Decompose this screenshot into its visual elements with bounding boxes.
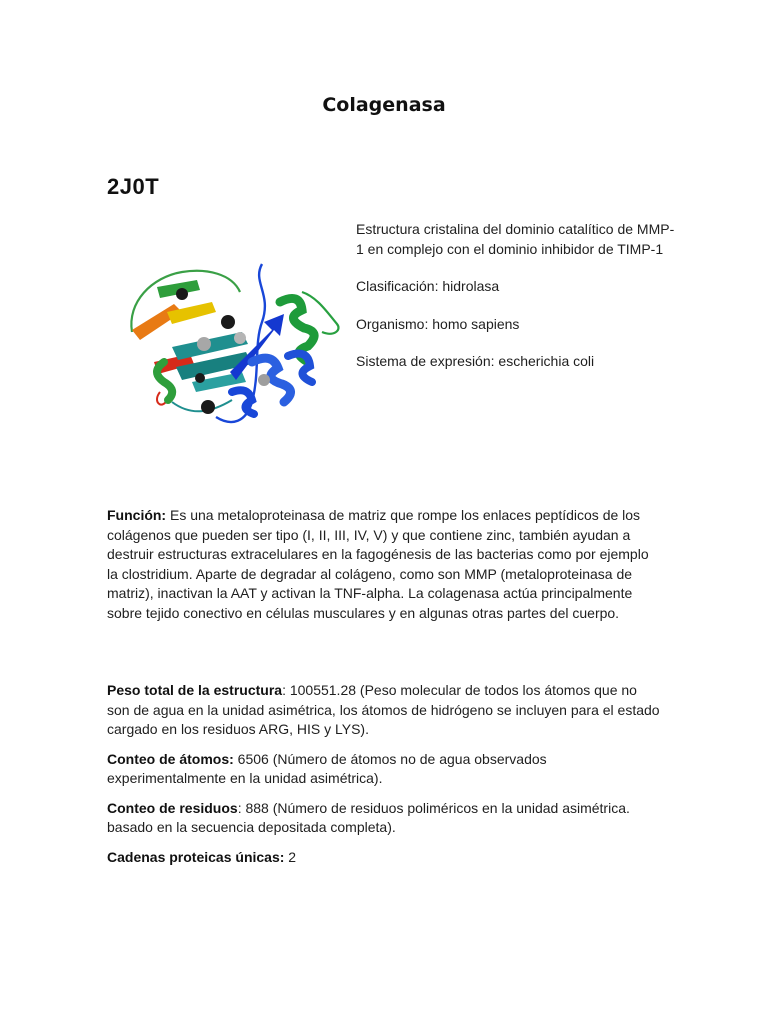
residues-line (107, 799, 663, 838)
sphere-black-3 (195, 373, 205, 383)
helix-blue-bottom (232, 390, 254, 414)
weight-line (107, 681, 663, 740)
function-text: Es una metaloproteinasa de matriz que rompe los enlaces peptídicos de los colágenos que pueden ser tipo (I, II, III, IV, V) y que contiene zinc, también ayudan a destruir estructuras extracelulares en la fagogénesis de las bacterias como por ejemplo la clostridium. Aparte de degradar al colágeno, como son MMP (metaloproteinasa de matriz), inactivan la AAT y activan la TNF-alpha. La colagenasa actúa principalmente sobre tejido conectivo en células musculares y en algunas otras partes del cuerpo. (107, 507, 649, 621)
chains-line (107, 848, 663, 868)
residues-text: : 888 (Número de residuos poliméricos en la unidad asimétrica. basado en la secuencia depositada completa). (107, 799, 630, 835)
weight-label: Peso total de la estructura (107, 682, 283, 698)
classification-line (356, 277, 676, 297)
expression-line (356, 352, 676, 372)
structure-summary (356, 220, 676, 390)
expression-value: escherichia coli (498, 353, 595, 369)
function-paragraph (107, 506, 663, 623)
atoms-label: Conteo de átomos: (107, 750, 234, 767)
chains-label: Cadenas proteicas únicas: (107, 848, 285, 865)
sphere-gray-2 (234, 332, 246, 344)
atoms-text: 6506 (Número de átomos no de agua observados experimentalmente en la unidad asimétrica). (107, 750, 547, 786)
classification-label: Clasificación: (356, 278, 439, 294)
sphere-black-4 (201, 400, 215, 414)
structure-stats (107, 681, 663, 877)
sphere-black-2 (221, 315, 235, 329)
organism-line (356, 315, 676, 335)
residues-label: Conteo de residuos (107, 799, 238, 816)
pdb-id-heading: 2J0T (107, 174, 160, 199)
weight-text: : 100551.28 (Peso molecular de todos los átomos que no son de agua en la unidad asimétrica, los átomos de hidrógeno se incluyen para el estado cargado en los residuos ARG, HIS y LYS). (107, 682, 660, 737)
chains-text: 2 (284, 848, 297, 865)
document-title: Colagenasa (322, 94, 446, 116)
organism-value: homo sapiens (432, 315, 520, 332)
structure-description: Estructura cristalina del dominio catalítico de MMP-1 en complejo con el dominio inhibidor de TIMP-1 (356, 221, 675, 257)
function-label: Función: (107, 507, 167, 523)
sphere-gray-1 (197, 337, 211, 351)
sphere-black-1 (176, 288, 188, 300)
atoms-line (107, 750, 663, 789)
expression-label: Sistema de expresión: (356, 353, 495, 369)
sphere-gray-3 (258, 374, 270, 386)
organism-label: Organismo: (356, 315, 429, 332)
protein-structure-ribbon-icon (112, 252, 352, 442)
classification-value: hidrolasa (442, 278, 500, 294)
